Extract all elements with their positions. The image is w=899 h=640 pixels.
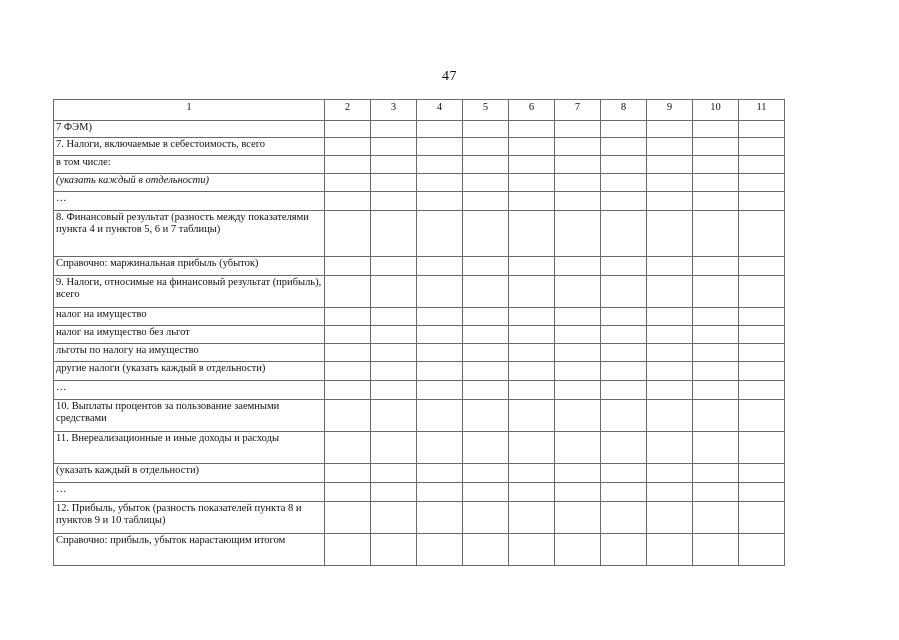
table-cell [463,276,509,308]
table-cell [325,381,371,400]
table-cell [555,257,601,276]
table-cell [693,156,739,174]
row-label: … [54,381,325,400]
table-cell [555,483,601,502]
table-cell [509,308,555,326]
table-cell [463,192,509,211]
table-cell [371,121,417,138]
row-label: Справочно: маржинальная прибыль (убыток) [54,257,325,276]
row-label: 8. Финансовый результат (разность между показателями пункта 4 и пунктов 5, 6 и 7 таблицы) [54,211,325,257]
table-cell [509,121,555,138]
table-cell [325,308,371,326]
table-row [54,174,785,192]
table-row [54,432,785,464]
table-row [54,400,785,432]
table-cell [693,362,739,381]
table-cell [647,211,693,257]
table-cell [325,192,371,211]
table-cell [601,257,647,276]
table-cell [739,381,785,400]
table-cell [739,344,785,362]
table-row [54,464,785,483]
table-cell [647,344,693,362]
table-cell [647,502,693,534]
table-cell [693,534,739,566]
table-cell [509,381,555,400]
table-cell [601,326,647,344]
row-label: 7. Налоги, включаемые в себестоимость, всего [54,138,325,156]
table-cell [555,121,601,138]
table-cell [739,192,785,211]
column-header: 8 [601,100,647,121]
table-cell [509,192,555,211]
table-row [54,502,785,534]
table-cell [647,138,693,156]
table-cell [509,174,555,192]
table-cell [739,502,785,534]
table-cell [739,326,785,344]
table-cell [463,400,509,432]
table-cell [371,308,417,326]
row-label: налог на имущество [54,308,325,326]
table-cell [647,381,693,400]
table-cell [509,211,555,257]
table-cell [601,534,647,566]
row-label: (указать каждый в отдельности) [54,464,325,483]
column-header: 2 [325,100,371,121]
table-cell [463,308,509,326]
table-cell [739,211,785,257]
table-cell [463,432,509,464]
table-cell [555,502,601,534]
table-cell [371,326,417,344]
table-cell [509,483,555,502]
table-cell [371,381,417,400]
table-cell [693,344,739,362]
table-cell [463,464,509,483]
table-cell [555,432,601,464]
table-cell [463,502,509,534]
table-cell [325,483,371,502]
table-cell [463,257,509,276]
table-cell [693,381,739,400]
table-cell [417,276,463,308]
table-cell [325,257,371,276]
table-cell [739,257,785,276]
table-body [54,100,785,566]
table-cell [555,344,601,362]
table-cell [417,464,463,483]
table-cell [693,483,739,502]
table-cell [601,502,647,534]
table-cell [739,156,785,174]
column-header: 4 [417,100,463,121]
table-cell [647,174,693,192]
table-cell [601,344,647,362]
column-header: 3 [371,100,417,121]
table-cell [417,483,463,502]
table-cell [509,276,555,308]
table-cell [371,502,417,534]
column-header: 1 [54,100,325,121]
table-cell [463,362,509,381]
row-label: налог на имущество без льгот [54,326,325,344]
table-cell [325,211,371,257]
column-header: 7 [555,100,601,121]
table-cell [325,464,371,483]
table-cell [555,174,601,192]
table-cell [647,257,693,276]
table-cell [647,432,693,464]
table-cell [463,174,509,192]
table-cell [417,257,463,276]
table-cell [417,400,463,432]
table-cell [371,400,417,432]
table-cell [693,308,739,326]
row-label: в том числе: [54,156,325,174]
table-cell [509,138,555,156]
table-cell [509,156,555,174]
table-cell [555,211,601,257]
table-cell [509,432,555,464]
table-row [54,534,785,566]
column-header: 5 [463,100,509,121]
table-cell [555,362,601,381]
row-label: 7 ФЭМ) [54,121,325,138]
table-cell [693,326,739,344]
table-cell [601,308,647,326]
table-cell [371,362,417,381]
table-cell [417,381,463,400]
column-header: 9 [647,100,693,121]
table-row [54,138,785,156]
table-cell [739,432,785,464]
table-cell [463,156,509,174]
table-cell [693,192,739,211]
table-cell [555,381,601,400]
table-cell [739,534,785,566]
table-cell [371,192,417,211]
table-cell [693,400,739,432]
table-cell [371,534,417,566]
row-label: 12. Прибыль, убыток (разность показателей пункта 8 и пунктов 9 и 10 таблицы) [54,502,325,534]
table-cell [601,483,647,502]
table-cell [463,344,509,362]
table-cell [371,483,417,502]
table-row [54,362,785,381]
table-cell [325,326,371,344]
table-cell [555,400,601,432]
table-cell [601,464,647,483]
column-header: 10 [693,100,739,121]
table-cell [601,400,647,432]
table-cell [325,502,371,534]
table-cell [739,400,785,432]
table-cell [647,308,693,326]
table-cell [463,121,509,138]
table-cell [601,192,647,211]
table-cell [325,156,371,174]
table-row [54,308,785,326]
table-row [54,344,785,362]
table-cell [371,156,417,174]
row-label: … [54,192,325,211]
table-cell [555,326,601,344]
table-cell [417,432,463,464]
table-cell [555,192,601,211]
table-cell [647,464,693,483]
table-cell [463,483,509,502]
table-cell [693,502,739,534]
table-cell [693,432,739,464]
table-cell [693,464,739,483]
table-cell [739,276,785,308]
column-header: 6 [509,100,555,121]
table-cell [739,138,785,156]
table-cell [509,362,555,381]
table-cell [417,502,463,534]
table-cell [325,362,371,381]
table-cell [739,174,785,192]
column-header: 11 [739,100,785,121]
table-cell [601,156,647,174]
table-cell [371,257,417,276]
table-cell [417,362,463,381]
table-row [54,257,785,276]
table-row [54,381,785,400]
table-cell [371,432,417,464]
table-cell [647,156,693,174]
table-cell [601,211,647,257]
table-cell [463,534,509,566]
table-cell [371,276,417,308]
table-cell [647,400,693,432]
table-cell [647,192,693,211]
row-label: льготы по налогу на имущество [54,344,325,362]
table-cell [325,344,371,362]
table-cell [509,326,555,344]
table-cell [693,174,739,192]
table-cell [739,308,785,326]
table-cell [417,138,463,156]
table-cell [417,326,463,344]
table-cell [647,326,693,344]
table-cell [417,534,463,566]
table-cell [509,400,555,432]
table-cell [739,121,785,138]
table-cell [739,362,785,381]
table-cell [555,156,601,174]
table-cell [509,464,555,483]
table-cell [601,138,647,156]
table-cell [555,464,601,483]
table-cell [325,174,371,192]
table-cell [325,138,371,156]
row-label: (указать каждый в отдельности) [54,174,325,192]
data-table [53,99,785,566]
table-cell [325,432,371,464]
table-cell [325,534,371,566]
table-cell [601,276,647,308]
table-row [54,121,785,138]
table-cell [739,483,785,502]
table-header-row [54,100,785,121]
table-cell [509,344,555,362]
table-cell [693,257,739,276]
table-cell [417,344,463,362]
table-cell [463,381,509,400]
table-row [54,276,785,308]
table-row [54,156,785,174]
table-cell [509,502,555,534]
row-label: 9. Налоги, относимые на финансовый результат (прибыль), всего [54,276,325,308]
row-label: 10. Выплаты процентов за пользование заемными средствами [54,400,325,432]
table-cell [325,276,371,308]
table-row [54,483,785,502]
table-cell [739,464,785,483]
table-cell [647,362,693,381]
table-cell [463,138,509,156]
table-cell [371,464,417,483]
table-cell [509,257,555,276]
row-label: Справочно: прибыль, убыток нарастающим итогом [54,534,325,566]
table-row [54,211,785,257]
page-number: 47 [442,69,457,84]
table-cell [417,156,463,174]
row-label: другие налоги (указать каждый в отдельности) [54,362,325,381]
table-cell [371,174,417,192]
table-cell [601,362,647,381]
table-cell [555,276,601,308]
table-cell [693,276,739,308]
table-cell [417,174,463,192]
table-cell [463,326,509,344]
table-cell [693,121,739,138]
table-cell [601,121,647,138]
table-cell [417,121,463,138]
table-row [54,326,785,344]
table-cell [601,432,647,464]
table-cell [647,121,693,138]
table-cell [371,211,417,257]
table-cell [325,121,371,138]
table-cell [647,276,693,308]
table-cell [601,174,647,192]
table-cell [325,400,371,432]
table-cell [371,344,417,362]
table-cell [417,308,463,326]
table-cell [647,483,693,502]
table-cell [555,308,601,326]
row-label: … [54,483,325,502]
table-cell [601,381,647,400]
table-row [54,192,785,211]
table-cell [555,138,601,156]
table-cell [417,192,463,211]
table-cell [417,211,463,257]
table-cell [647,534,693,566]
table-cell [693,138,739,156]
table-cell [555,534,601,566]
table-cell [693,211,739,257]
table-cell [509,534,555,566]
table-cell [463,211,509,257]
table-cell [371,138,417,156]
row-label: 11. Внереализационные и иные доходы и расходы [54,432,325,464]
